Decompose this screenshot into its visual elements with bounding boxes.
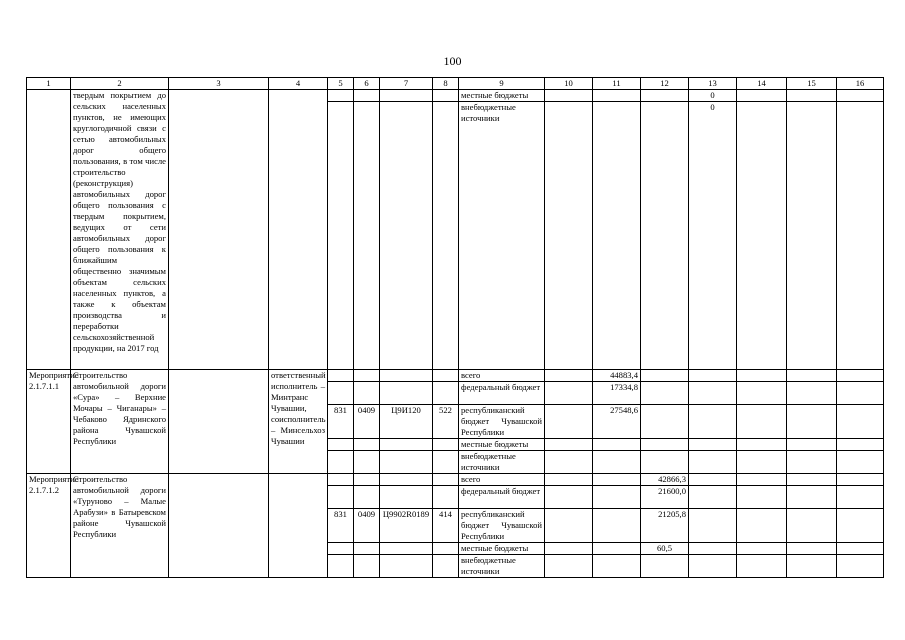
amount-cell: 0 [689, 90, 737, 102]
measure-code: Мероприятие 2.1.7.1.2 [27, 474, 71, 578]
funding-source: внебюджетные источники [459, 555, 545, 578]
amount-cell: 44883,4 [593, 370, 641, 382]
column-header: 8 [433, 78, 459, 90]
table-row [27, 474, 884, 486]
column-header: 15 [787, 78, 837, 90]
amount-cell: 0 [689, 102, 737, 370]
column-header: 16 [837, 78, 884, 90]
amount-cell [593, 451, 641, 474]
column-header: 3 [169, 78, 269, 90]
amount-cell: 21600,0 [641, 486, 689, 509]
column-header: 12 [641, 78, 689, 90]
measure-code: Мероприятие 2.1.7.1.1 [27, 370, 71, 474]
amount-cell: 17334,8 [593, 382, 641, 405]
table-row [27, 370, 884, 382]
grbs-code: 831 [328, 405, 354, 439]
amount-cell: 27548,6 [593, 405, 641, 439]
amount-cell [593, 439, 641, 451]
column-header: 13 [689, 78, 737, 90]
csr-code: Ц9902R0189 [380, 509, 433, 543]
description-cell: Строительство автомобильной дороги «Туруново – Малые Арабузи» в Батыревском районе Чувашской Республики [71, 474, 169, 578]
code-cell [27, 90, 71, 370]
rzpr-code: 0409 [354, 405, 380, 439]
amount-cell: 42866,3 [641, 474, 689, 486]
column-header: 9 [459, 78, 545, 90]
amount-cell: 60,5 [641, 543, 689, 555]
column-header: 6 [354, 78, 380, 90]
funding-source: федеральный бюджет [459, 486, 545, 509]
column-header: 4 [269, 78, 328, 90]
column-header: 11 [593, 78, 641, 90]
vr-code: 522 [433, 405, 459, 439]
budget-table [26, 77, 884, 578]
column-header: 1 [27, 78, 71, 90]
column-number-row [27, 78, 884, 90]
funding-source: всего [459, 370, 545, 382]
csr-code: Ц9И120 [380, 405, 433, 439]
vr-code: 414 [433, 509, 459, 543]
column-header: 10 [545, 78, 593, 90]
funding-source: внебюджетные источники [459, 102, 545, 370]
grbs-code: 831 [328, 509, 354, 543]
column-header: 5 [328, 78, 354, 90]
page-number: 100 [443, 54, 462, 68]
rzpr-code: 0409 [354, 509, 380, 543]
funding-source: внебюджетные источники [459, 451, 545, 474]
column-header: 2 [71, 78, 169, 90]
amount-cell: 21205,8 [641, 509, 689, 543]
funding-source: республиканский бюджет Чувашской Республики [459, 405, 545, 439]
column-header: 7 [380, 78, 433, 90]
amount-cell [641, 555, 689, 578]
funding-source: местные бюджеты [459, 439, 545, 451]
funding-source: местные бюджеты [459, 543, 545, 555]
funding-source: всего [459, 474, 545, 486]
description-cell: Строительство автомобильной дороги «Сура» – Верхние Мочары – Чиганары» – Чебаково Ядринского района Чувашской Республики [71, 370, 169, 474]
funding-source: местные бюджеты [459, 90, 545, 102]
executor-cell: ответственный исполнитель – Минтранс Чувашии, соисполнитель – Минсельхоз Чувашии [269, 370, 328, 474]
description-cell: твердым покрытием до сельских населенных пунктов, не имеющих круглогодичной связи с сетью автомобильных дорог общего пользования, в том числе строительство (реконструкция) автомобильных дорог общего пользования с твердым покрытием, ведущих от сети автомобильных дорог общего пользования к ближайшим общественно значимым объектам сельских населенных пунктов, а также к объектам производства и переработки сельскохозяйственной продукции, на 2017 год [71, 90, 169, 370]
funding-source: федеральный бюджет [459, 382, 545, 405]
column-header: 14 [737, 78, 787, 90]
table-row [27, 90, 884, 102]
funding-source: республиканский бюджет Чувашской Республики [459, 509, 545, 543]
